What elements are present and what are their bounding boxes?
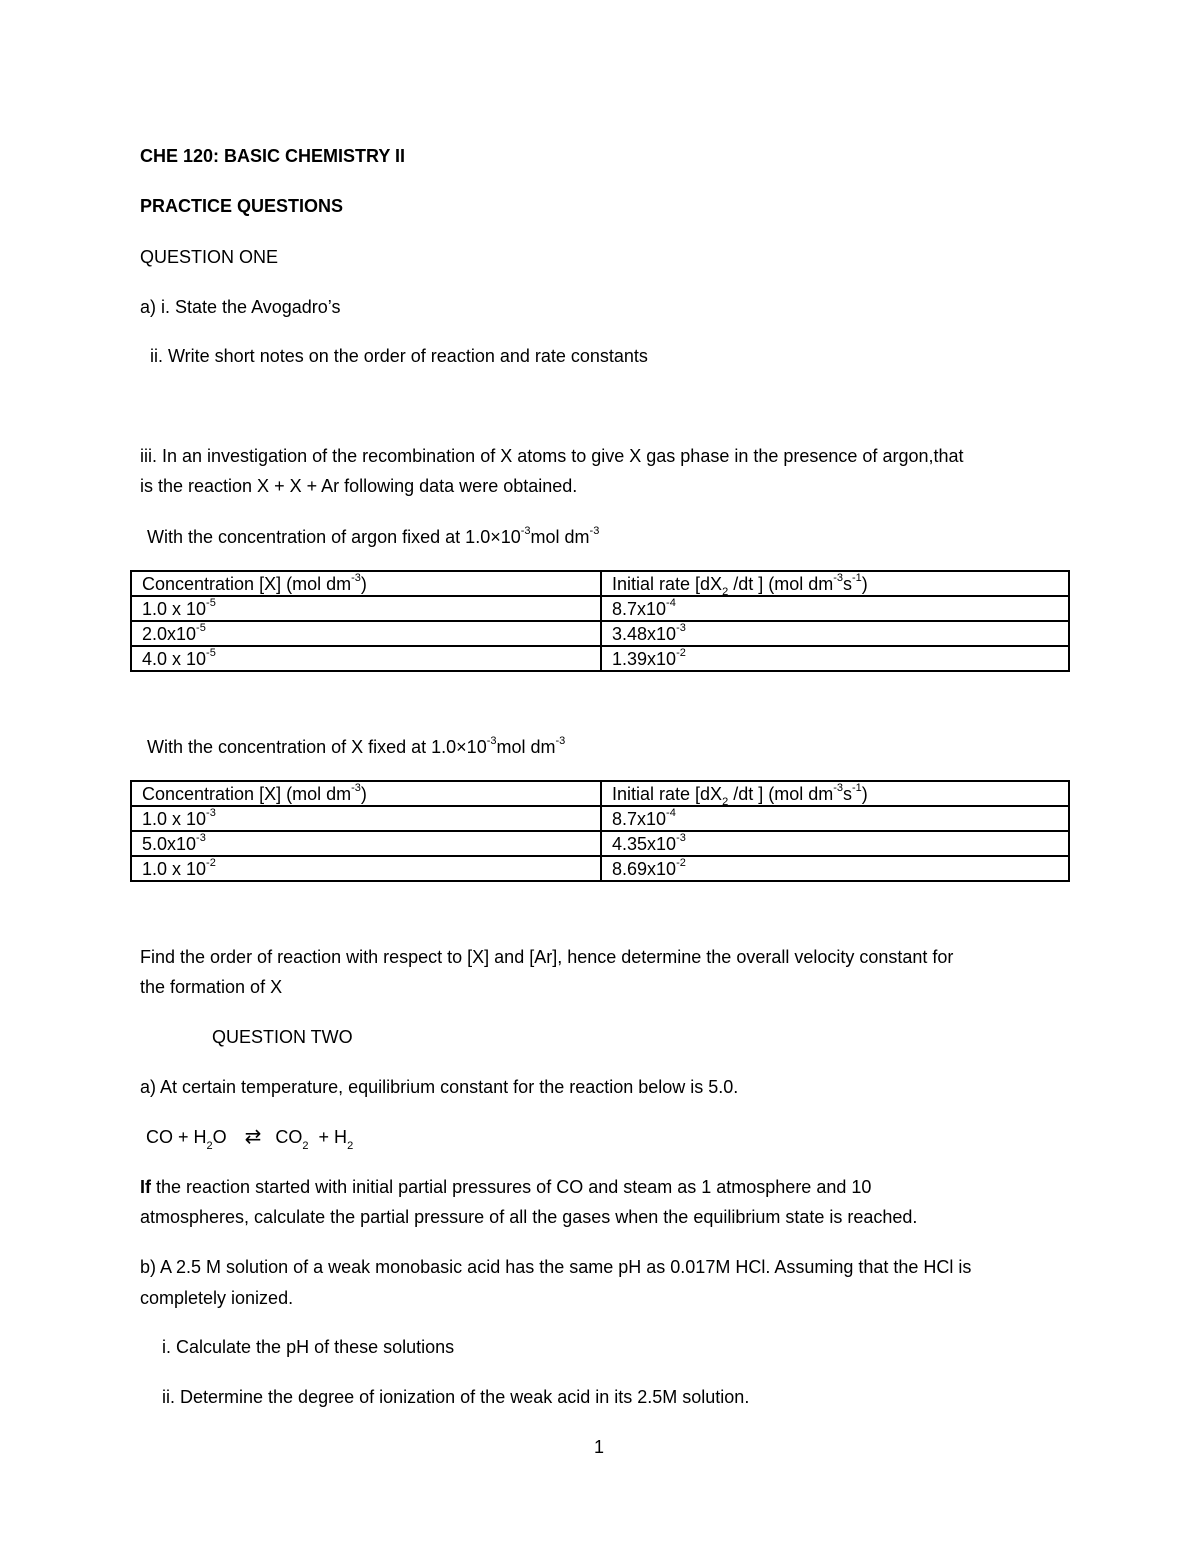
q1-find-line2: the formation of X bbox=[140, 977, 283, 997]
header-concentration: Concentration [X] (mol $dm^{-3}$) bbox=[131, 571, 601, 596]
q2-b-line2: completely ionized. bbox=[140, 1288, 294, 1308]
table2-caption bbox=[147, 736, 565, 758]
q2-b-i: i. Calculate the pH of these solutions bbox=[162, 1337, 455, 1357]
reaction-equation bbox=[146, 1126, 354, 1152]
q2-a: a) At certain temperature, equilibrium constant for the reaction below is 5.0. bbox=[140, 1077, 739, 1097]
table-x-fixed bbox=[130, 780, 1070, 882]
question-two-heading: QUESTION TWO bbox=[212, 1027, 353, 1047]
table-row bbox=[131, 856, 1069, 881]
equilibrium-arrow-icon: ⇄ bbox=[244, 1126, 262, 1148]
cell-concentration: $5.0x10^{-3}$ bbox=[131, 831, 601, 856]
cell-rate: $8.7x10^{-4}$ bbox=[601, 596, 1069, 621]
cell-rate: $4.35x10^{-3}$ bbox=[601, 831, 1069, 856]
table-row bbox=[131, 831, 1069, 856]
cell-concentration: 4.0 x $10^{-5}$ bbox=[131, 646, 601, 671]
page-number: 1 bbox=[594, 1437, 605, 1457]
caption2-unit: mol dm bbox=[496, 737, 556, 757]
cell-rate: $8.7x10^{-4}$ bbox=[601, 806, 1069, 831]
table-row bbox=[131, 646, 1069, 671]
caption1-unit-exp: -3 bbox=[589, 525, 600, 537]
eq-left-end: O bbox=[212, 1127, 227, 1147]
eq-left-sub: 2 bbox=[206, 1139, 213, 1152]
cell-concentration: 1.0 x $10^{-5}$ bbox=[131, 596, 601, 621]
course-title: CHE 120: BASIC CHEMISTRY II bbox=[140, 146, 406, 166]
q2-if-line2: atmospheres, calculate the partial pressure of all the gases when the equilibrium state is reached. bbox=[140, 1207, 918, 1227]
table-row bbox=[131, 596, 1069, 621]
cell-concentration: 1.0 x $10^{-2}$ bbox=[131, 856, 601, 881]
cell-rate: $8.69x10^{-2}$ bbox=[601, 856, 1069, 881]
caption1-unit: mol dm bbox=[530, 527, 590, 547]
q1-a-iii-line2: is the reaction X + X + Ar following data were obtained. bbox=[140, 476, 578, 496]
q1-a-iii-line1: iii. In an investigation of the recombination of X atoms to give X gas phase in the presence of argon,that bbox=[140, 446, 964, 466]
eq-right-sub1: 2 bbox=[302, 1139, 309, 1152]
table1-caption bbox=[147, 526, 599, 548]
q2-if-line1 bbox=[140, 1176, 871, 1198]
q1-a-ii: ii. Write short notes on the order of reaction and rate constants bbox=[150, 346, 648, 366]
q2-if-text: the reaction started with initial partial pressures of CO and steam as 1 atmosphere and 10 bbox=[151, 1177, 872, 1197]
header-concentration: Concentration [X] (mol $dm^{-3}$) bbox=[131, 781, 601, 806]
caption2-text: With the concentration of X fixed at 1.0×10 bbox=[147, 737, 487, 757]
header-initial-rate: Initial rate [$dX_2$ /dt ] (mol $dm^{-3}s^{-1}$) bbox=[601, 781, 1069, 806]
eq-right-sub2: 2 bbox=[347, 1139, 354, 1152]
header-initial-rate: Initial rate [$dX_2$ /dt ] (mol $dm^{-3}s^{-1}$) bbox=[601, 571, 1069, 596]
caption1-exp: -3 bbox=[520, 525, 531, 537]
eq-left: CO + H bbox=[146, 1127, 207, 1147]
practice-questions-heading: PRACTICE QUESTIONS bbox=[140, 196, 344, 216]
q2-b-line1: b) A 2.5 M solution of a weak monobasic acid has the same pH as 0.017M HCl. Assuming that the HCl is bbox=[140, 1257, 972, 1277]
cell-rate: $3.48x10^{-3}$ bbox=[601, 621, 1069, 646]
table-row bbox=[131, 621, 1069, 646]
table-header-row bbox=[131, 571, 1069, 596]
q1-a-i: a) i. State the Avogadro’s bbox=[140, 297, 341, 317]
q2-if-bold: If bbox=[140, 1177, 151, 1197]
cell-concentration: $2.0x10^{-5}$ bbox=[131, 621, 601, 646]
q1-find-line1: Find the order of reaction with respect to [X] and [Ar], hence determine the overall velocity constant for bbox=[140, 947, 954, 967]
table-argon-fixed bbox=[130, 570, 1070, 672]
cell-rate: $1.39x10^{-2}$ bbox=[601, 646, 1069, 671]
eq-right-mid: + H bbox=[308, 1127, 348, 1147]
q2-b-ii: ii. Determine the degree of ionization of the weak acid in its 2.5M solution. bbox=[162, 1387, 750, 1407]
table-header-row bbox=[131, 781, 1069, 806]
table-row bbox=[131, 806, 1069, 831]
eq-right: CO bbox=[275, 1127, 303, 1147]
caption2-exp: -3 bbox=[486, 735, 497, 747]
cell-concentration: 1.0 x $10^{-3}$ bbox=[131, 806, 601, 831]
caption1-text: With the concentration of argon fixed at 1.0×10 bbox=[147, 527, 521, 547]
caption2-unit-exp: -3 bbox=[555, 735, 566, 747]
question-one-heading: QUESTION ONE bbox=[140, 247, 279, 267]
